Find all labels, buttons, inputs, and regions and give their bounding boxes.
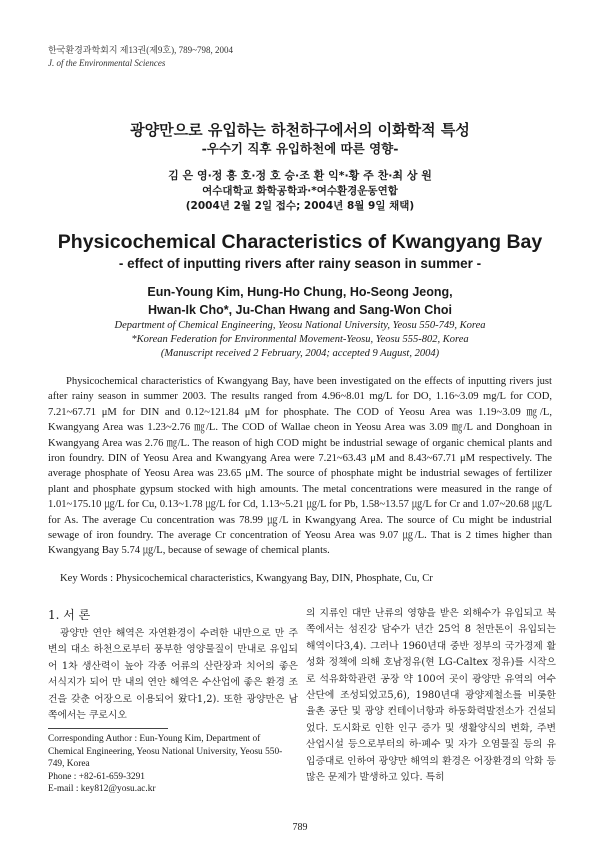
authors-english-line1: Eun-Young Kim, Hung-Ho Chung, Ho-Seong Jeong, (147, 285, 453, 299)
journal-name-en: J. of the Environmental Sciences (48, 58, 166, 68)
affiliation-korean: 여수대학교 화학공학과·*여수환경운동연합 (202, 185, 398, 197)
affiliation-english-1: Department of Chemical Engineering, Yeosu National University, Yeosu 550-749, Korea (114, 320, 486, 331)
section-heading-introduction: 1. 서 론 (48, 608, 91, 622)
keywords: Key Words : Physicochemical characteristics, Kwangyang Bay, DIN, Phosphate, Cu, Cr (60, 573, 433, 584)
footnote-divider (48, 728, 168, 729)
body-column-left (48, 606, 298, 724)
title-english: Physicochemical Characteristics of Kwangyang Bay (57, 231, 543, 253)
authors-korean: 김 은 영·정 흥 호·정 호 승·조 환 익*·황 주 찬·최 상 원 (168, 169, 432, 182)
corresponding-author-footnote (48, 733, 298, 796)
subtitle-korean: -우수기 직후 유입하천에 따른 영향- (201, 141, 399, 156)
intro-paragraph-left: 광양만 연안 해역은 자연환경이 수려한 내만으로 만 주변의 대소 하천으로부터 풍부한 영양물질이 만내로 유입되어 1차 생산력이 높아 각종 어류의 산란장과 치어의 좋은 서식지가 되어 만 내의 연안 해역은 수산업에 좋은 환경 조건을 갖춘 어장으로 이용되어 왔다1,2). 또한 광양만은 남쪽에서는 쿠로시오 (48, 628, 298, 722)
subtitle-english: - effect of inputting rivers after rainy season in summer - (118, 256, 482, 271)
journal-header (48, 44, 468, 70)
authors-english (30, 283, 570, 319)
page-number: 789 (292, 822, 308, 833)
received-date-korean: (2004년 2월 2일 접수; 2004년 8월 9일 채택) (185, 200, 415, 212)
footnote-phone: Phone : +82-61-659-3291 (48, 771, 145, 782)
journal-citation-ko: 한국환경과학회지 제13권(제9호), 789~798, 2004 (48, 45, 233, 55)
footnote-email: E-mail : key812@yosu.ac.kr (48, 784, 156, 795)
affiliation-english-2: *Korean Federation for Environmental Movement-Yeosu, Yeosu 555-802, Korea (131, 334, 469, 345)
title-block (30, 120, 570, 361)
title-korean: 광양만으로 유입하는 하천하구에서의 이화학적 특성 (130, 121, 470, 139)
abstract: Physicochemical characteristics of Kwangyang Bay, have been investigated on the effects of inputting rivers just after rainy season in summer 2003. The results ranged from 4.96~8.01 mg/L for DO, 1.16~3.09 mg/L for COD, 7.21~67.71 μM for DIN and 0.12~121.84 μM for phosphate. The COD of Yeosu Area was 1.19~3.09 ㎎/L, Kwangyang Area was 1.23~2.76 ㎎/L. The COD of Wallae cheon in Yeosu Area was 3.09 ㎎/L and Donghoan in Kwangyang Area was 2.76 ㎎/L. The reason of high COD might be industrial sewage of organic chemical plants and iron foundry. DIN of Yeosu Area and Kwangyang Area were 7.21~63.43 μM and 8.43~67.71 μM respectively. The average phosphate of Yeosu Area was 23.65 μM. The source of phosphate might be industrial sewages of fertilizer plant and phosphate gypsum stocked with high amounts. The metal concentrations were measured in the range of 1.01~175.10 ㎍/L for Cu, 0.13~1.78 ㎍/L for Cd, 1.13~5.21 ㎍/L for Pb, 1.58~13.57 ㎍/L for Cr and 1.07~20.68 ㎍/L for As. The average Cu concentration was 78.99 ㎍/L in Kwangyang Area. The source of Cu might be industrial sewage of iron foundry. The average Cr concentration of Yeosu Area was 9.07 ㎍/L. That is 2 times higher than Kwangyang Bay 5.74 ㎍/L, because of sewage of chemical plants. (48, 376, 552, 557)
received-date-english: (Manuscript received 2 February, 2004; accepted 9 August, 2004) (160, 348, 440, 359)
footnote-author: Corresponding Author : Eun-Young Kim, Department of Chemical Engineering, Yeosu National University, Yeosu 550-749, Korea (48, 734, 283, 770)
authors-english-line2: Hwan-Ik Cho*, Ju-Chan Hwang and Sang-Won Choi (148, 303, 452, 317)
body-column-right (306, 606, 556, 786)
intro-paragraph-right: 의 지류인 대만 난류의 영향을 받은 외해수가 유입되고 북쪽에서는 섬진강 담수가 년간 25억 8 천만톤이 유입되는 해역이다3,4). 그러나 1960년대 중반 정부의 국가경제 활성화 정책에 의해 호남정유(현 LG-Caltex 정유)를 시작으로 석유화학관련 공장 약 100여 곳이 광양만 유역의 여수 산단에 조성되었고5,6), 1980년대 광양제철소를 비롯한 율촌 공단 및 광양 컨테이너항과 하동화력발전소가 건설되었다. 도시화로 인한 인구 증가 및 생활양식의 변화, 주변 산업시설 등으로부터의 하·폐수 및 자가 오염물질 등의 유입증대로 인하여 광양만 해역의 환경은 어장환경의 악화 등 많은 문제가 발생하고 있다. 특히 (306, 608, 556, 784)
